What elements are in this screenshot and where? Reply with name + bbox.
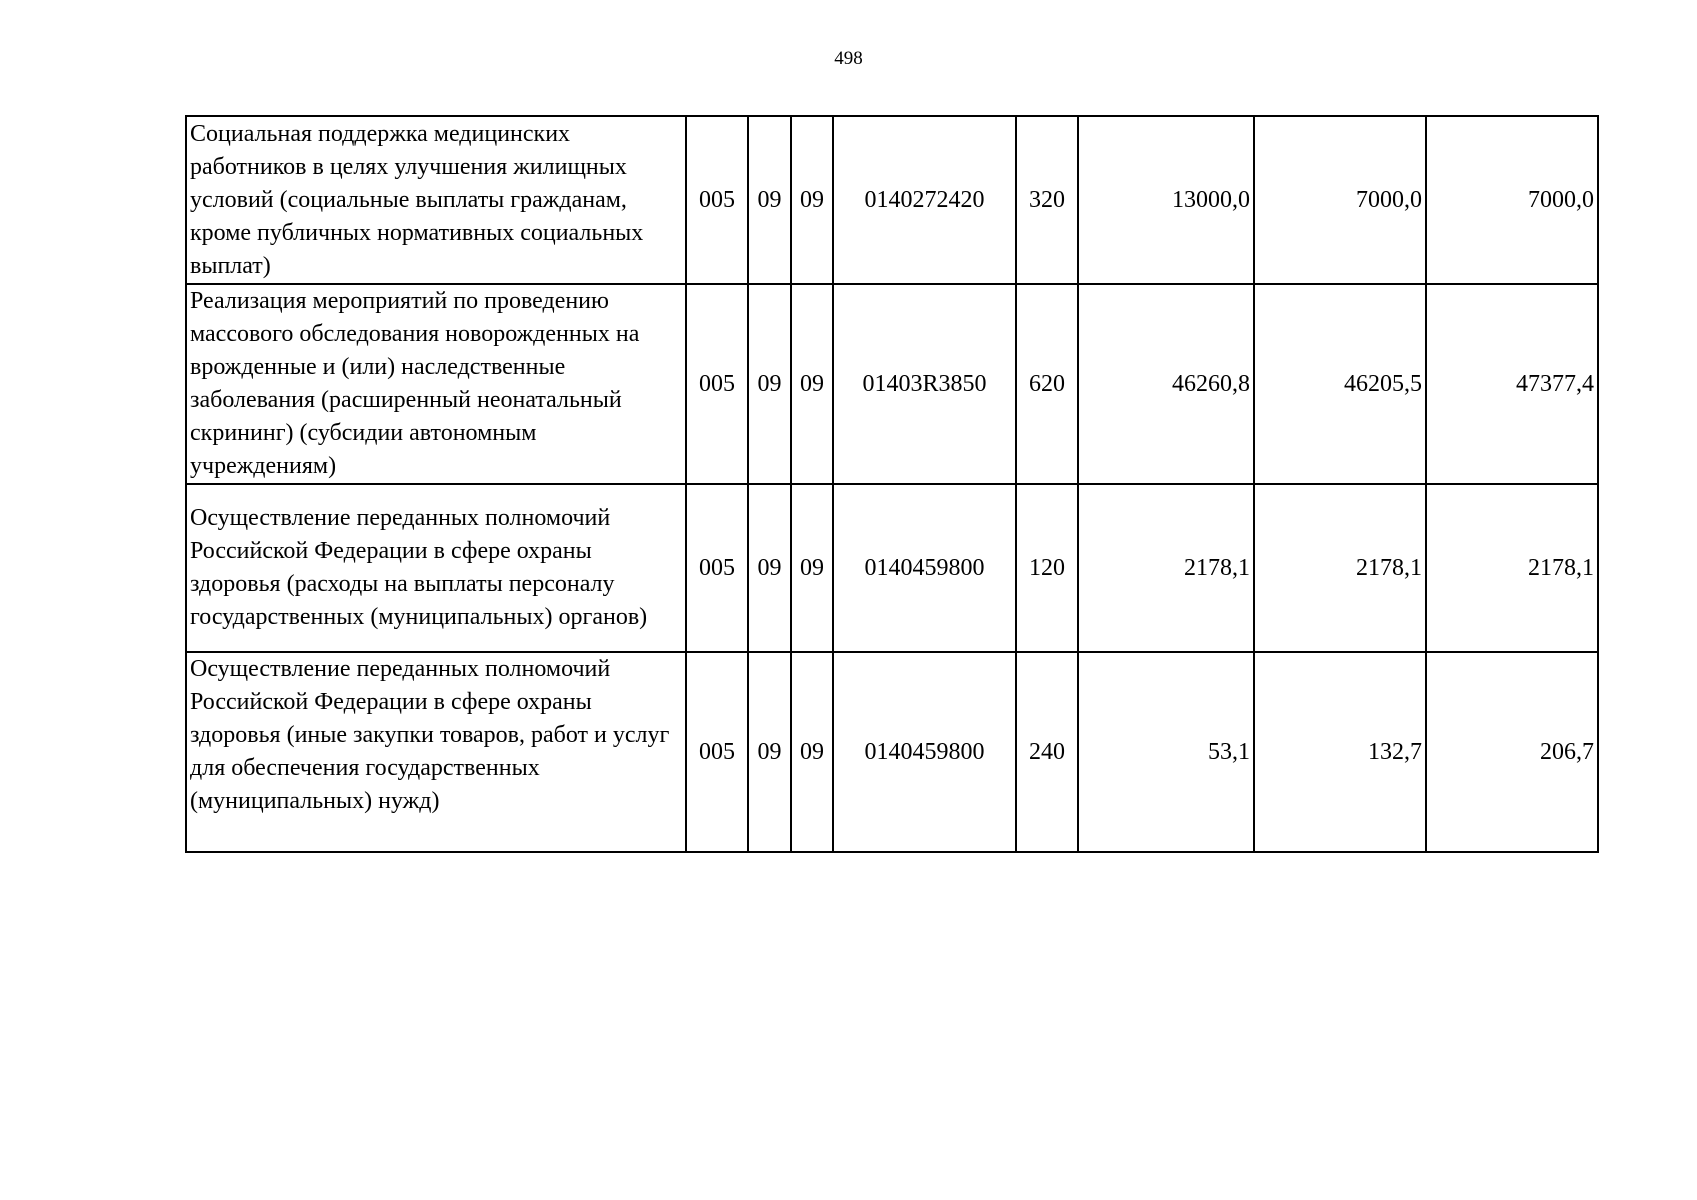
subsection-code: 09 (791, 484, 833, 652)
section-code: 09 (748, 116, 791, 284)
expense-type-code: 320 (1016, 116, 1078, 284)
expense-type-code: 240 (1016, 652, 1078, 852)
amount-year-1: 46260,8 (1078, 284, 1254, 484)
target-item-code: 0140459800 (833, 484, 1016, 652)
amount-year-3: 47377,4 (1426, 284, 1598, 484)
amount-year-1: 13000,0 (1078, 116, 1254, 284)
amount-year-1: 53,1 (1078, 652, 1254, 852)
ministry-code: 005 (686, 652, 748, 852)
row-description: Осуществление переданных полномочий Российской Федерации в сфере охраны здоровья (иные закупки товаров, работ и услуг для обеспечения государственных (муниципальных) нужд) (186, 652, 686, 852)
amount-year-3: 206,7 (1426, 652, 1598, 852)
ministry-code: 005 (686, 116, 748, 284)
table-row (186, 484, 1598, 652)
target-item-code: 0140459800 (833, 652, 1016, 852)
row-description: Реализация мероприятий по проведению массового обследования новорожденных на врожденные и (или) наследственные заболевания (расширенный неонатальный скрининг) (субсидии автономным учреждениям) (186, 284, 686, 484)
amount-year-2: 46205,5 (1254, 284, 1426, 484)
amount-year-2: 7000,0 (1254, 116, 1426, 284)
amount-year-2: 132,7 (1254, 652, 1426, 852)
amount-year-3: 7000,0 (1426, 116, 1598, 284)
table-row (186, 652, 1598, 852)
expense-type-code: 620 (1016, 284, 1078, 484)
row-description: Осуществление переданных полномочий Российской Федерации в сфере охраны здоровья (расходы на выплаты персоналу государственных (муниципальных) органов) (186, 484, 686, 652)
budget-table (185, 115, 1599, 853)
table-row (186, 116, 1598, 284)
table-row (186, 284, 1598, 484)
amount-year-2: 2178,1 (1254, 484, 1426, 652)
target-item-code: 0140272420 (833, 116, 1016, 284)
section-code: 09 (748, 484, 791, 652)
ministry-code: 005 (686, 284, 748, 484)
section-code: 09 (748, 284, 791, 484)
subsection-code: 09 (791, 652, 833, 852)
ministry-code: 005 (686, 484, 748, 652)
expense-type-code: 120 (1016, 484, 1078, 652)
page-number: 498 (834, 48, 863, 69)
target-item-code: 01403R3850 (833, 284, 1016, 484)
subsection-code: 09 (791, 284, 833, 484)
subsection-code: 09 (791, 116, 833, 284)
row-description: Социальная поддержка медицинских работников в целях улучшения жилищных условий (социальные выплаты гражданам, кроме публичных нормативных социальных выплат) (186, 116, 686, 284)
section-code: 09 (748, 652, 791, 852)
amount-year-1: 2178,1 (1078, 484, 1254, 652)
amount-year-3: 2178,1 (1426, 484, 1598, 652)
